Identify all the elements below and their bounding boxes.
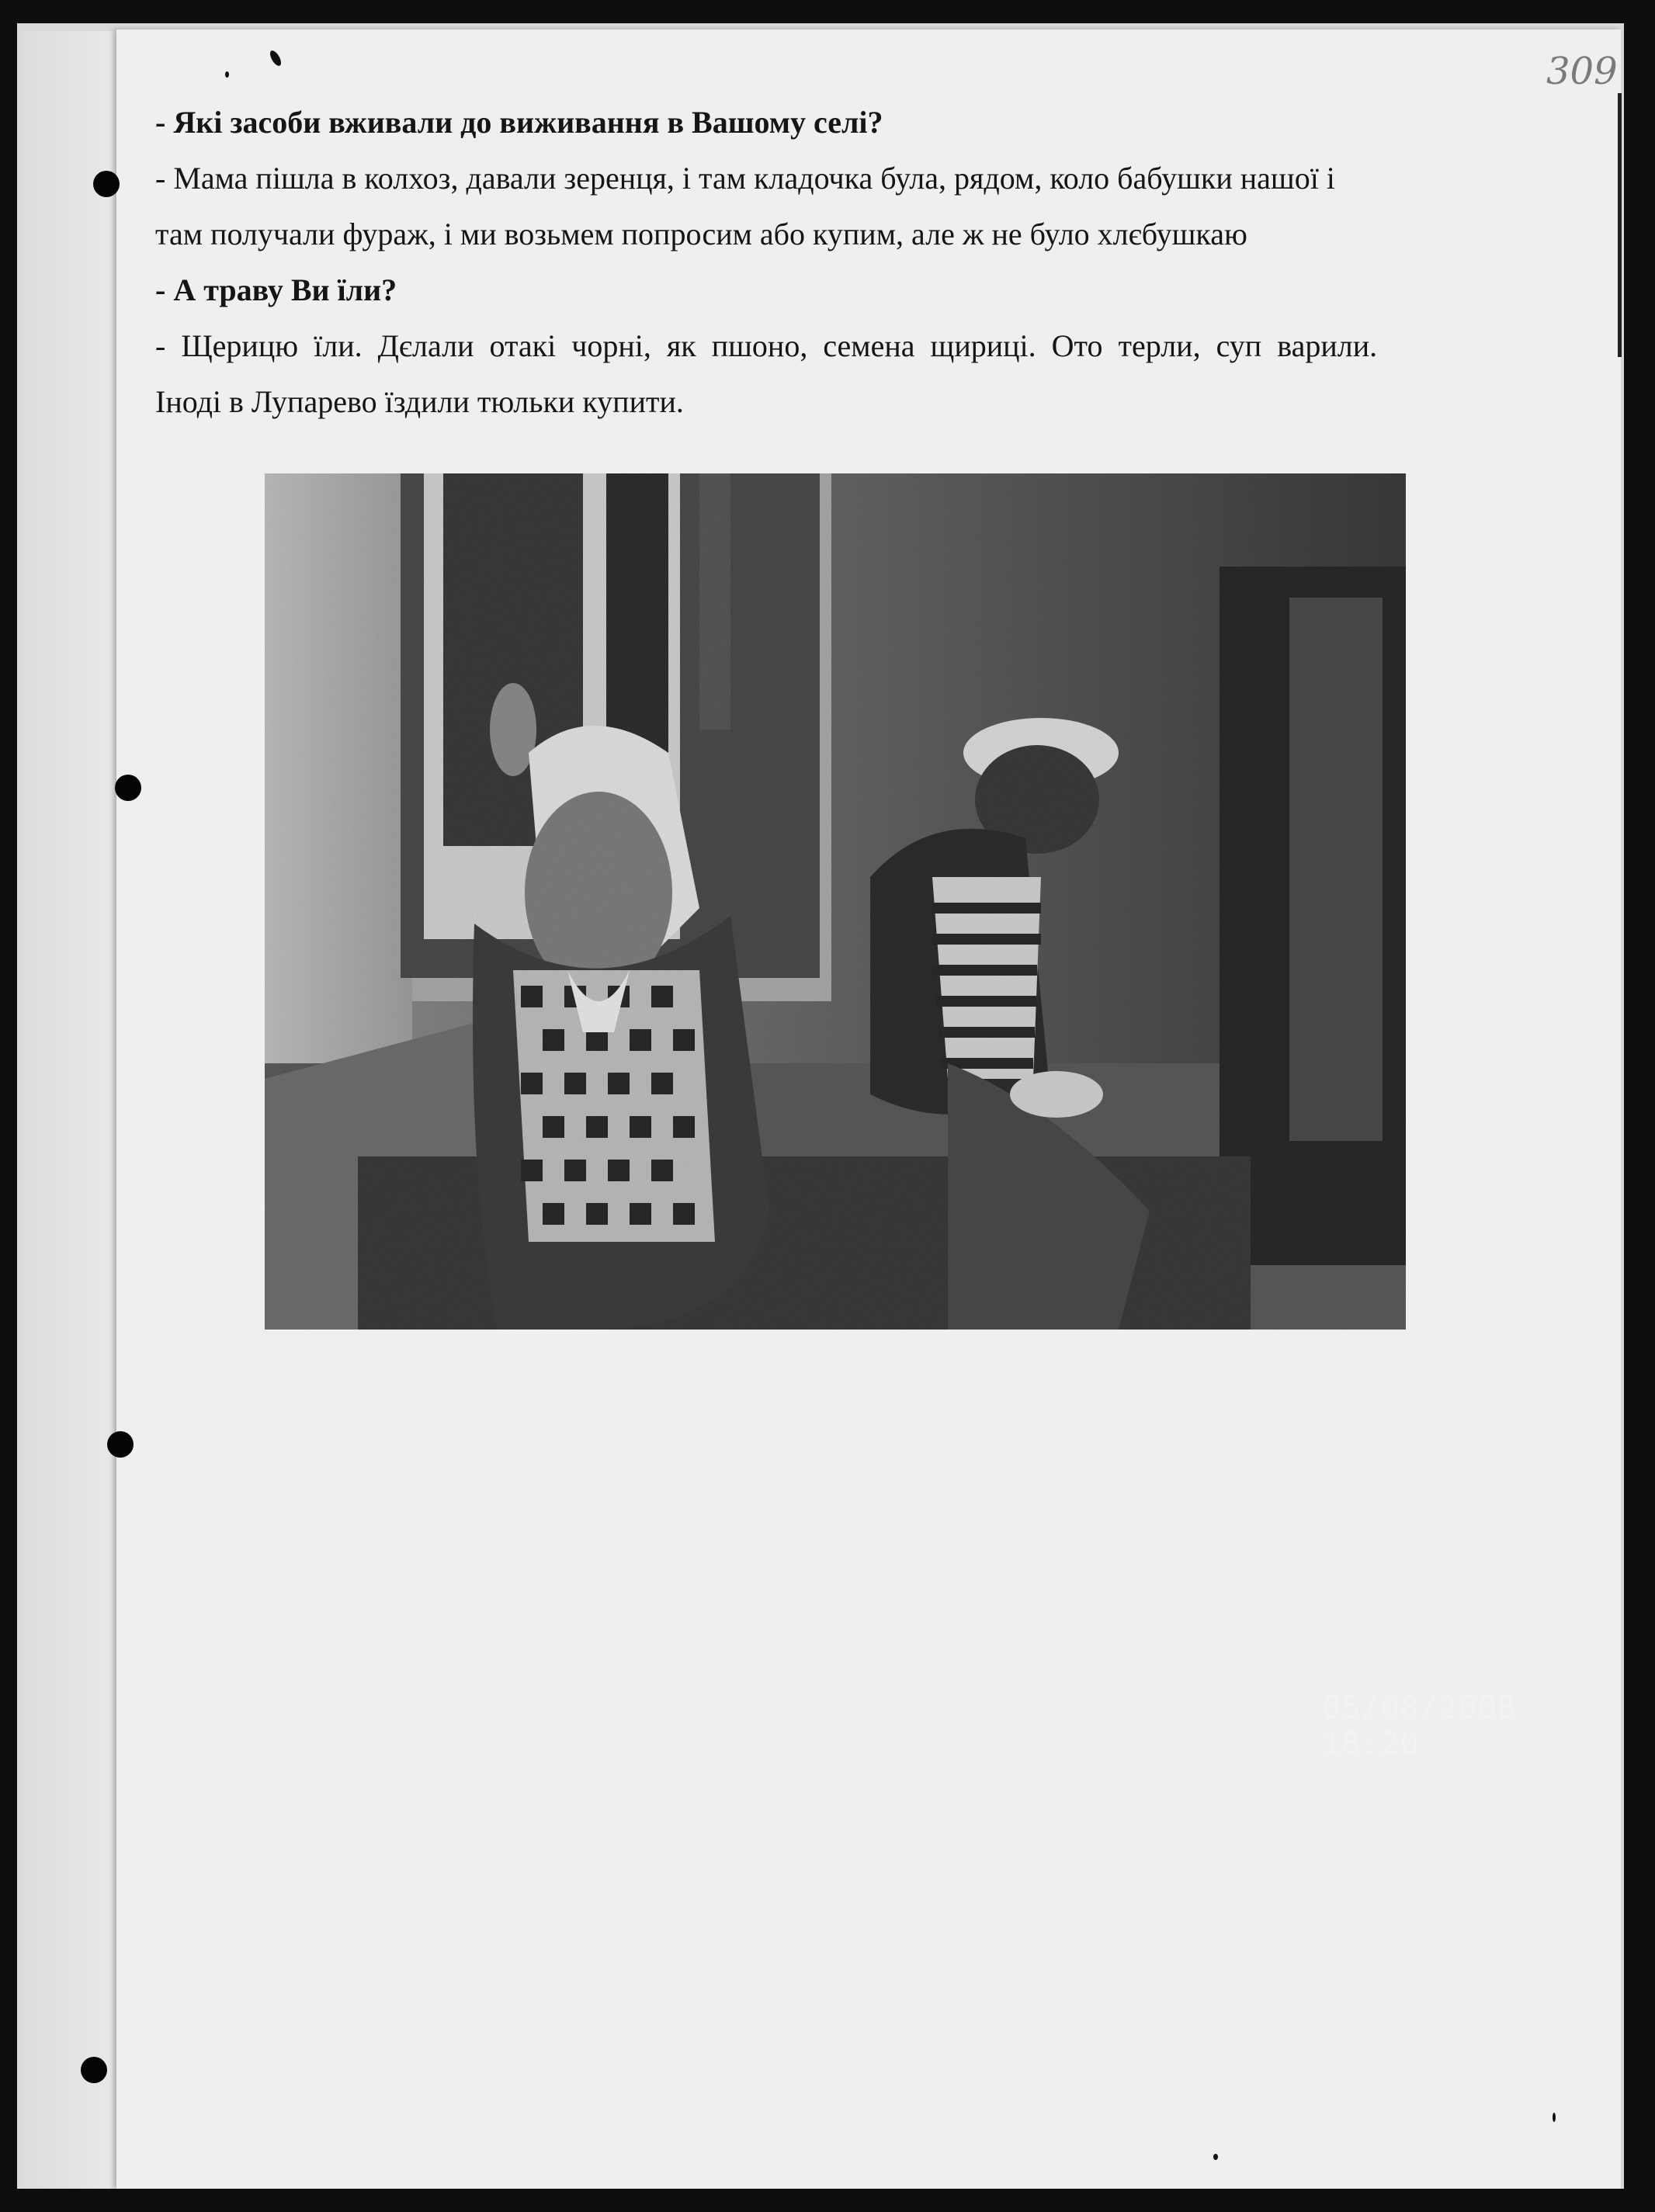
scan-speck bbox=[1553, 2113, 1556, 2122]
photo-illustration bbox=[265, 473, 1406, 1330]
page-margin-strip bbox=[20, 31, 116, 2189]
scan-speck bbox=[225, 71, 229, 78]
page-edge-mark bbox=[1618, 93, 1622, 357]
handwritten-page-number: 309 bbox=[1546, 50, 1618, 93]
answer-line: - Мама пішла в колхоз, давали зеренця, і там кладочка була, рядом, коло бабушки нашої і bbox=[155, 161, 1335, 196]
question-line: - А траву Ви їли? bbox=[155, 272, 397, 307]
question-line: - Які засоби вживали до виживання в Вашому селі? bbox=[155, 105, 883, 140]
photo-timestamp: 05/08/2008 18:20 bbox=[1322, 1690, 1517, 1762]
interview-photo bbox=[265, 473, 1517, 1762]
punch-hole bbox=[93, 171, 120, 197]
interview-text bbox=[155, 99, 1553, 425]
punch-hole bbox=[81, 2057, 107, 2083]
answer-line: там получали фураж, і ми возьмем попросим або купим, але ж не було хлєбушкаю bbox=[155, 217, 1247, 251]
scan-speck bbox=[1213, 2154, 1218, 2160]
punch-hole bbox=[115, 775, 141, 801]
answer-line: - Щерицю їли. Дєлали отакі чорні, як пшоно, семена щириці. Ото терли, суп варили. bbox=[155, 328, 1378, 363]
punch-hole bbox=[107, 1431, 134, 1458]
answer-line: Іноді в Лупарево їздили тюльки купити. bbox=[155, 384, 684, 419]
